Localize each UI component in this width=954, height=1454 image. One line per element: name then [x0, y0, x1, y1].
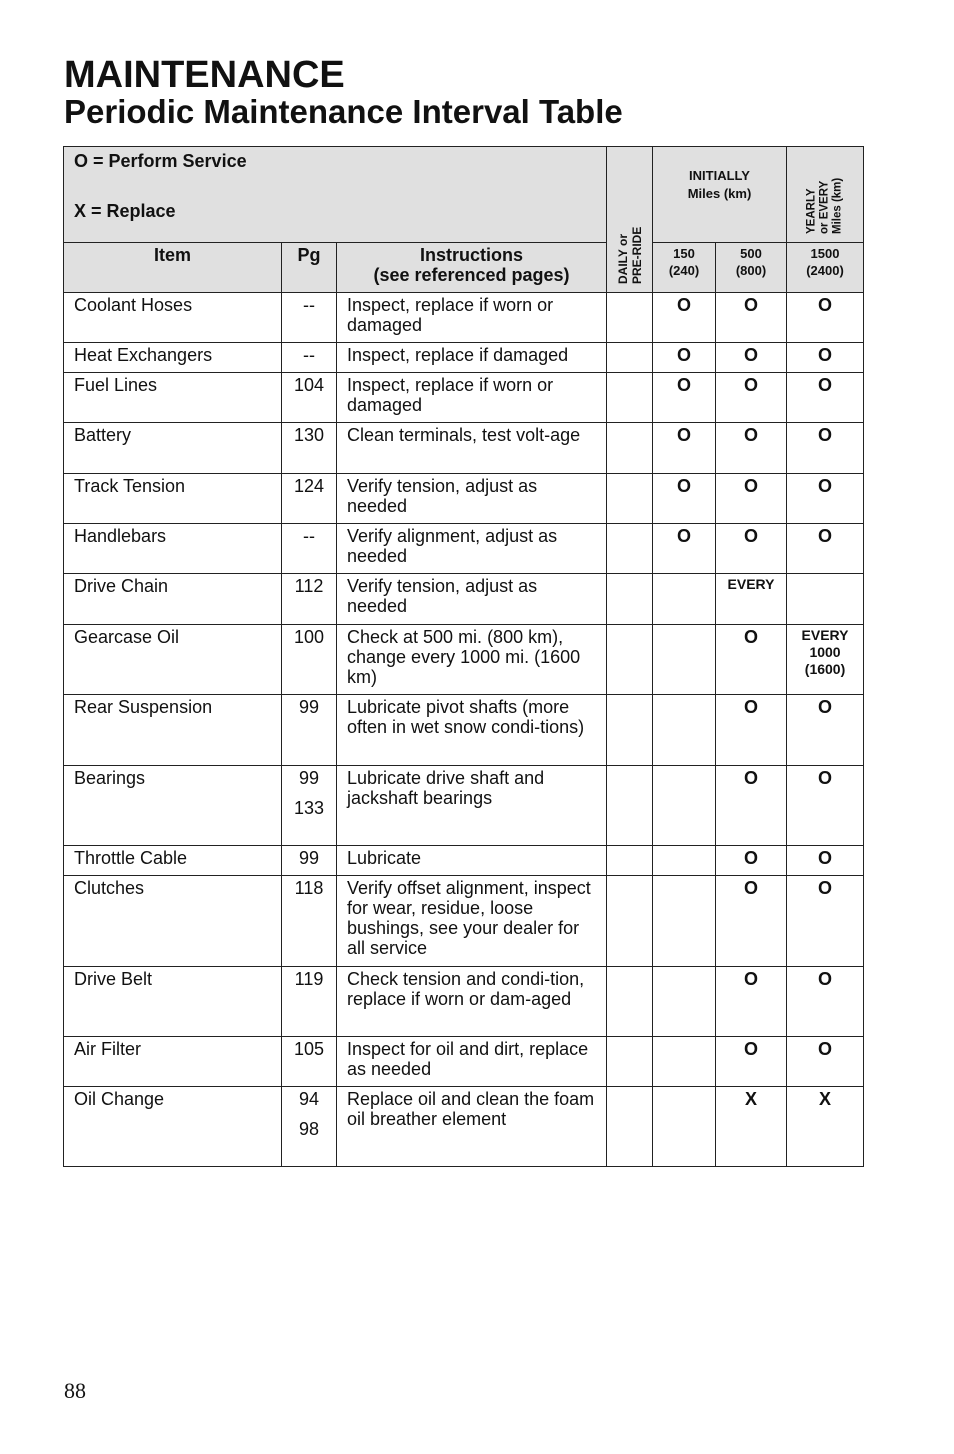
- page-ref-cell: [282, 625, 337, 695]
- interval-1500-cell: O: [787, 876, 864, 967]
- interval-500-cell: O: [716, 1037, 787, 1087]
- table-row: [64, 876, 864, 967]
- interval-500-cell: O: [716, 625, 787, 695]
- interval-1500-cell: O: [787, 423, 864, 474]
- interval-1500-cell: O: [787, 293, 864, 343]
- interval-1500-cell: O: [787, 846, 864, 876]
- interval-500-cell: O: [716, 474, 787, 524]
- page-ref-cell: [282, 474, 337, 524]
- header-daily: [607, 147, 653, 293]
- instructions-cell: Check at 500 mi. (800 km), change every 1000 mi. (1600 km): [337, 625, 607, 695]
- daily-cell: [607, 1087, 653, 1167]
- daily-cell: [607, 574, 653, 625]
- interval-1500-cell: EVERY 1000 (1600): [787, 625, 864, 695]
- page-ref: 124: [293, 476, 325, 496]
- page-ref-cell: [282, 876, 337, 967]
- header-150: 150 (240): [653, 243, 716, 293]
- item-cell: Rear Suspension: [64, 695, 282, 766]
- table-row: [64, 766, 864, 846]
- interval-150-cell: O: [653, 474, 716, 524]
- interval-150-cell: O: [653, 524, 716, 574]
- header-initially-label: INITIALLY Miles (km): [687, 168, 752, 201]
- instructions-cell: Replace oil and clean the foam oil breather element: [337, 1087, 607, 1167]
- page-ref: 118: [294, 878, 324, 898]
- page-ref-cell: [282, 293, 337, 343]
- table-row: [64, 423, 864, 474]
- instructions-cell: Inspect, replace if worn or damaged: [337, 373, 607, 423]
- interval-150-cell: O: [653, 373, 716, 423]
- interval-500-cell: O: [716, 967, 787, 1037]
- page-ref: 105: [293, 1039, 325, 1059]
- page-title: Periodic Maintenance Interval Table: [64, 93, 623, 130]
- legend-replace: X = Replace: [74, 201, 176, 221]
- interval-150-cell: [653, 876, 716, 967]
- daily-cell: [607, 474, 653, 524]
- header-yearly-label: YEARLY or EVERY Miles (km): [805, 177, 844, 234]
- instructions-cell: Clean terminals, test volt-age: [337, 423, 607, 474]
- table-row: [64, 625, 864, 695]
- interval-500-cell: O: [716, 293, 787, 343]
- header-1500: 1500 (2400): [787, 243, 864, 293]
- header-daily-label: DAILY or PRE-RIDE: [615, 226, 644, 284]
- instructions-cell: Inspect for oil and dirt, replace as needed: [337, 1037, 607, 1087]
- header-item: Item: [64, 243, 282, 293]
- instructions-cell: Verify tension, adjust as needed: [337, 474, 607, 524]
- daily-cell: [607, 373, 653, 423]
- daily-cell: [607, 846, 653, 876]
- page-ref: --: [303, 345, 315, 365]
- daily-cell: [607, 876, 653, 967]
- table-row: [64, 1087, 864, 1167]
- item-cell: Gearcase Oil: [64, 625, 282, 695]
- table-row: [64, 967, 864, 1037]
- page-ref-cell: [282, 423, 337, 474]
- daily-cell: [607, 343, 653, 373]
- table-row: [64, 373, 864, 423]
- page-ref-cell: [282, 766, 337, 846]
- interval-1500-cell: O: [787, 343, 864, 373]
- interval-500-cell: O: [716, 343, 787, 373]
- interval-1500-cell: O: [787, 1037, 864, 1087]
- item-cell: Coolant Hoses: [64, 293, 282, 343]
- maintenance-table: [63, 146, 864, 1167]
- interval-500-cell: O: [716, 524, 787, 574]
- page-ref-cell: [282, 1087, 337, 1167]
- item-cell: Throttle Cable: [64, 846, 282, 876]
- interval-150-cell: [653, 766, 716, 846]
- item-cell: Air Filter: [64, 1037, 282, 1087]
- header-initially: [653, 147, 787, 243]
- daily-cell: [607, 423, 653, 474]
- interval-150-cell: [653, 846, 716, 876]
- page-ref-cell: [282, 343, 337, 373]
- item-cell: Battery: [64, 423, 282, 474]
- interval-150-cell: O: [653, 293, 716, 343]
- page-ref: 99: [298, 848, 320, 868]
- instructions-cell: Inspect, replace if worn or damaged: [337, 293, 607, 343]
- interval-150-cell: [653, 625, 716, 695]
- daily-cell: [607, 625, 653, 695]
- interval-500-cell: O: [716, 846, 787, 876]
- page-ref-secondary: 133: [293, 798, 325, 818]
- interval-500-cell: X: [716, 1087, 787, 1167]
- instructions-cell: Lubricate: [337, 846, 607, 876]
- page-ref: --: [303, 295, 315, 315]
- item-cell: Track Tension: [64, 474, 282, 524]
- instructions-cell: Lubricate drive shaft and jackshaft bearings: [337, 766, 607, 846]
- item-cell: Heat Exchangers: [64, 343, 282, 373]
- page-ref: 130: [293, 425, 325, 445]
- daily-cell: [607, 766, 653, 846]
- page-ref: 100: [293, 627, 325, 647]
- page-ref-cell: [282, 695, 337, 766]
- header-instructions: Instructions (see referenced pages): [337, 243, 607, 293]
- instructions-cell: Check tension and condi-tion, replace if worn or dam-aged: [337, 967, 607, 1037]
- header-pg: Pg: [282, 243, 337, 293]
- table-row: [64, 846, 864, 876]
- instructions-cell: Verify alignment, adjust as needed: [337, 524, 607, 574]
- header-yearly: [787, 147, 864, 243]
- interval-1500-cell: O: [787, 967, 864, 1037]
- daily-cell: [607, 695, 653, 766]
- page-ref-cell: [282, 524, 337, 574]
- interval-150-cell: [653, 1087, 716, 1167]
- interval-150-cell: O: [653, 343, 716, 373]
- page-ref-cell: [282, 967, 337, 1037]
- interval-150-cell: [653, 967, 716, 1037]
- item-cell: Clutches: [64, 876, 282, 967]
- legend-perform: O = Perform Service: [74, 151, 247, 171]
- interval-1500-cell: [787, 574, 864, 625]
- table-row: [64, 524, 864, 574]
- page-number: 88: [64, 1378, 86, 1403]
- page-ref-cell: [282, 373, 337, 423]
- instructions-cell: Inspect, replace if damaged: [337, 343, 607, 373]
- interval-150-cell: [653, 1037, 716, 1087]
- item-cell: Oil Change: [64, 1087, 282, 1167]
- page-ref: 99: [298, 697, 320, 717]
- interval-150-cell: O: [653, 423, 716, 474]
- interval-1500-cell: O: [787, 373, 864, 423]
- interval-1500-cell: O: [787, 766, 864, 846]
- item-cell: Fuel Lines: [64, 373, 282, 423]
- item-cell: Drive Belt: [64, 967, 282, 1037]
- instructions-cell: Lubricate pivot shafts (more often in wet snow condi-tions): [337, 695, 607, 766]
- daily-cell: [607, 1037, 653, 1087]
- daily-cell: [607, 524, 653, 574]
- table-row: [64, 293, 864, 343]
- interval-1500-cell: X: [787, 1087, 864, 1167]
- page-ref-cell: [282, 1037, 337, 1087]
- interval-500-cell: O: [716, 876, 787, 967]
- interval-500-cell: O: [716, 373, 787, 423]
- page-ref: 99: [298, 768, 320, 788]
- interval-1500-cell: O: [787, 524, 864, 574]
- interval-500-cell: O: [716, 766, 787, 846]
- table-row: [64, 695, 864, 766]
- page-ref: --: [303, 526, 315, 546]
- daily-cell: [607, 293, 653, 343]
- instructions-cell: Verify tension, adjust as needed: [337, 574, 607, 625]
- interval-150-cell: [653, 695, 716, 766]
- instructions-cell: Verify offset alignment, inspect for wear, residue, loose bushings, see your dealer for all service: [337, 876, 607, 967]
- daily-cell: [607, 967, 653, 1037]
- header-500: 500 (800): [716, 243, 787, 293]
- interval-1500-cell: O: [787, 695, 864, 766]
- table-row: [64, 574, 864, 625]
- table-row: [64, 474, 864, 524]
- table-row: [64, 343, 864, 373]
- interval-500-cell: O: [716, 423, 787, 474]
- page-ref: 112: [294, 576, 324, 596]
- page-ref: 104: [293, 375, 325, 395]
- interval-150-cell: [653, 574, 716, 625]
- section-title: MAINTENANCE: [64, 54, 345, 96]
- item-cell: Bearings: [64, 766, 282, 846]
- page-ref-cell: [282, 574, 337, 625]
- item-cell: Handlebars: [64, 524, 282, 574]
- item-cell: Drive Chain: [64, 574, 282, 625]
- interval-500-cell: O: [716, 695, 787, 766]
- table-row: [64, 1037, 864, 1087]
- page-ref: 94: [298, 1089, 320, 1109]
- page-ref: 119: [294, 969, 324, 989]
- legend: [64, 147, 607, 243]
- interval-1500-cell: O: [787, 474, 864, 524]
- page-ref-cell: [282, 846, 337, 876]
- interval-500-cell: EVERY: [716, 574, 787, 625]
- page-ref-secondary: 98: [298, 1119, 320, 1139]
